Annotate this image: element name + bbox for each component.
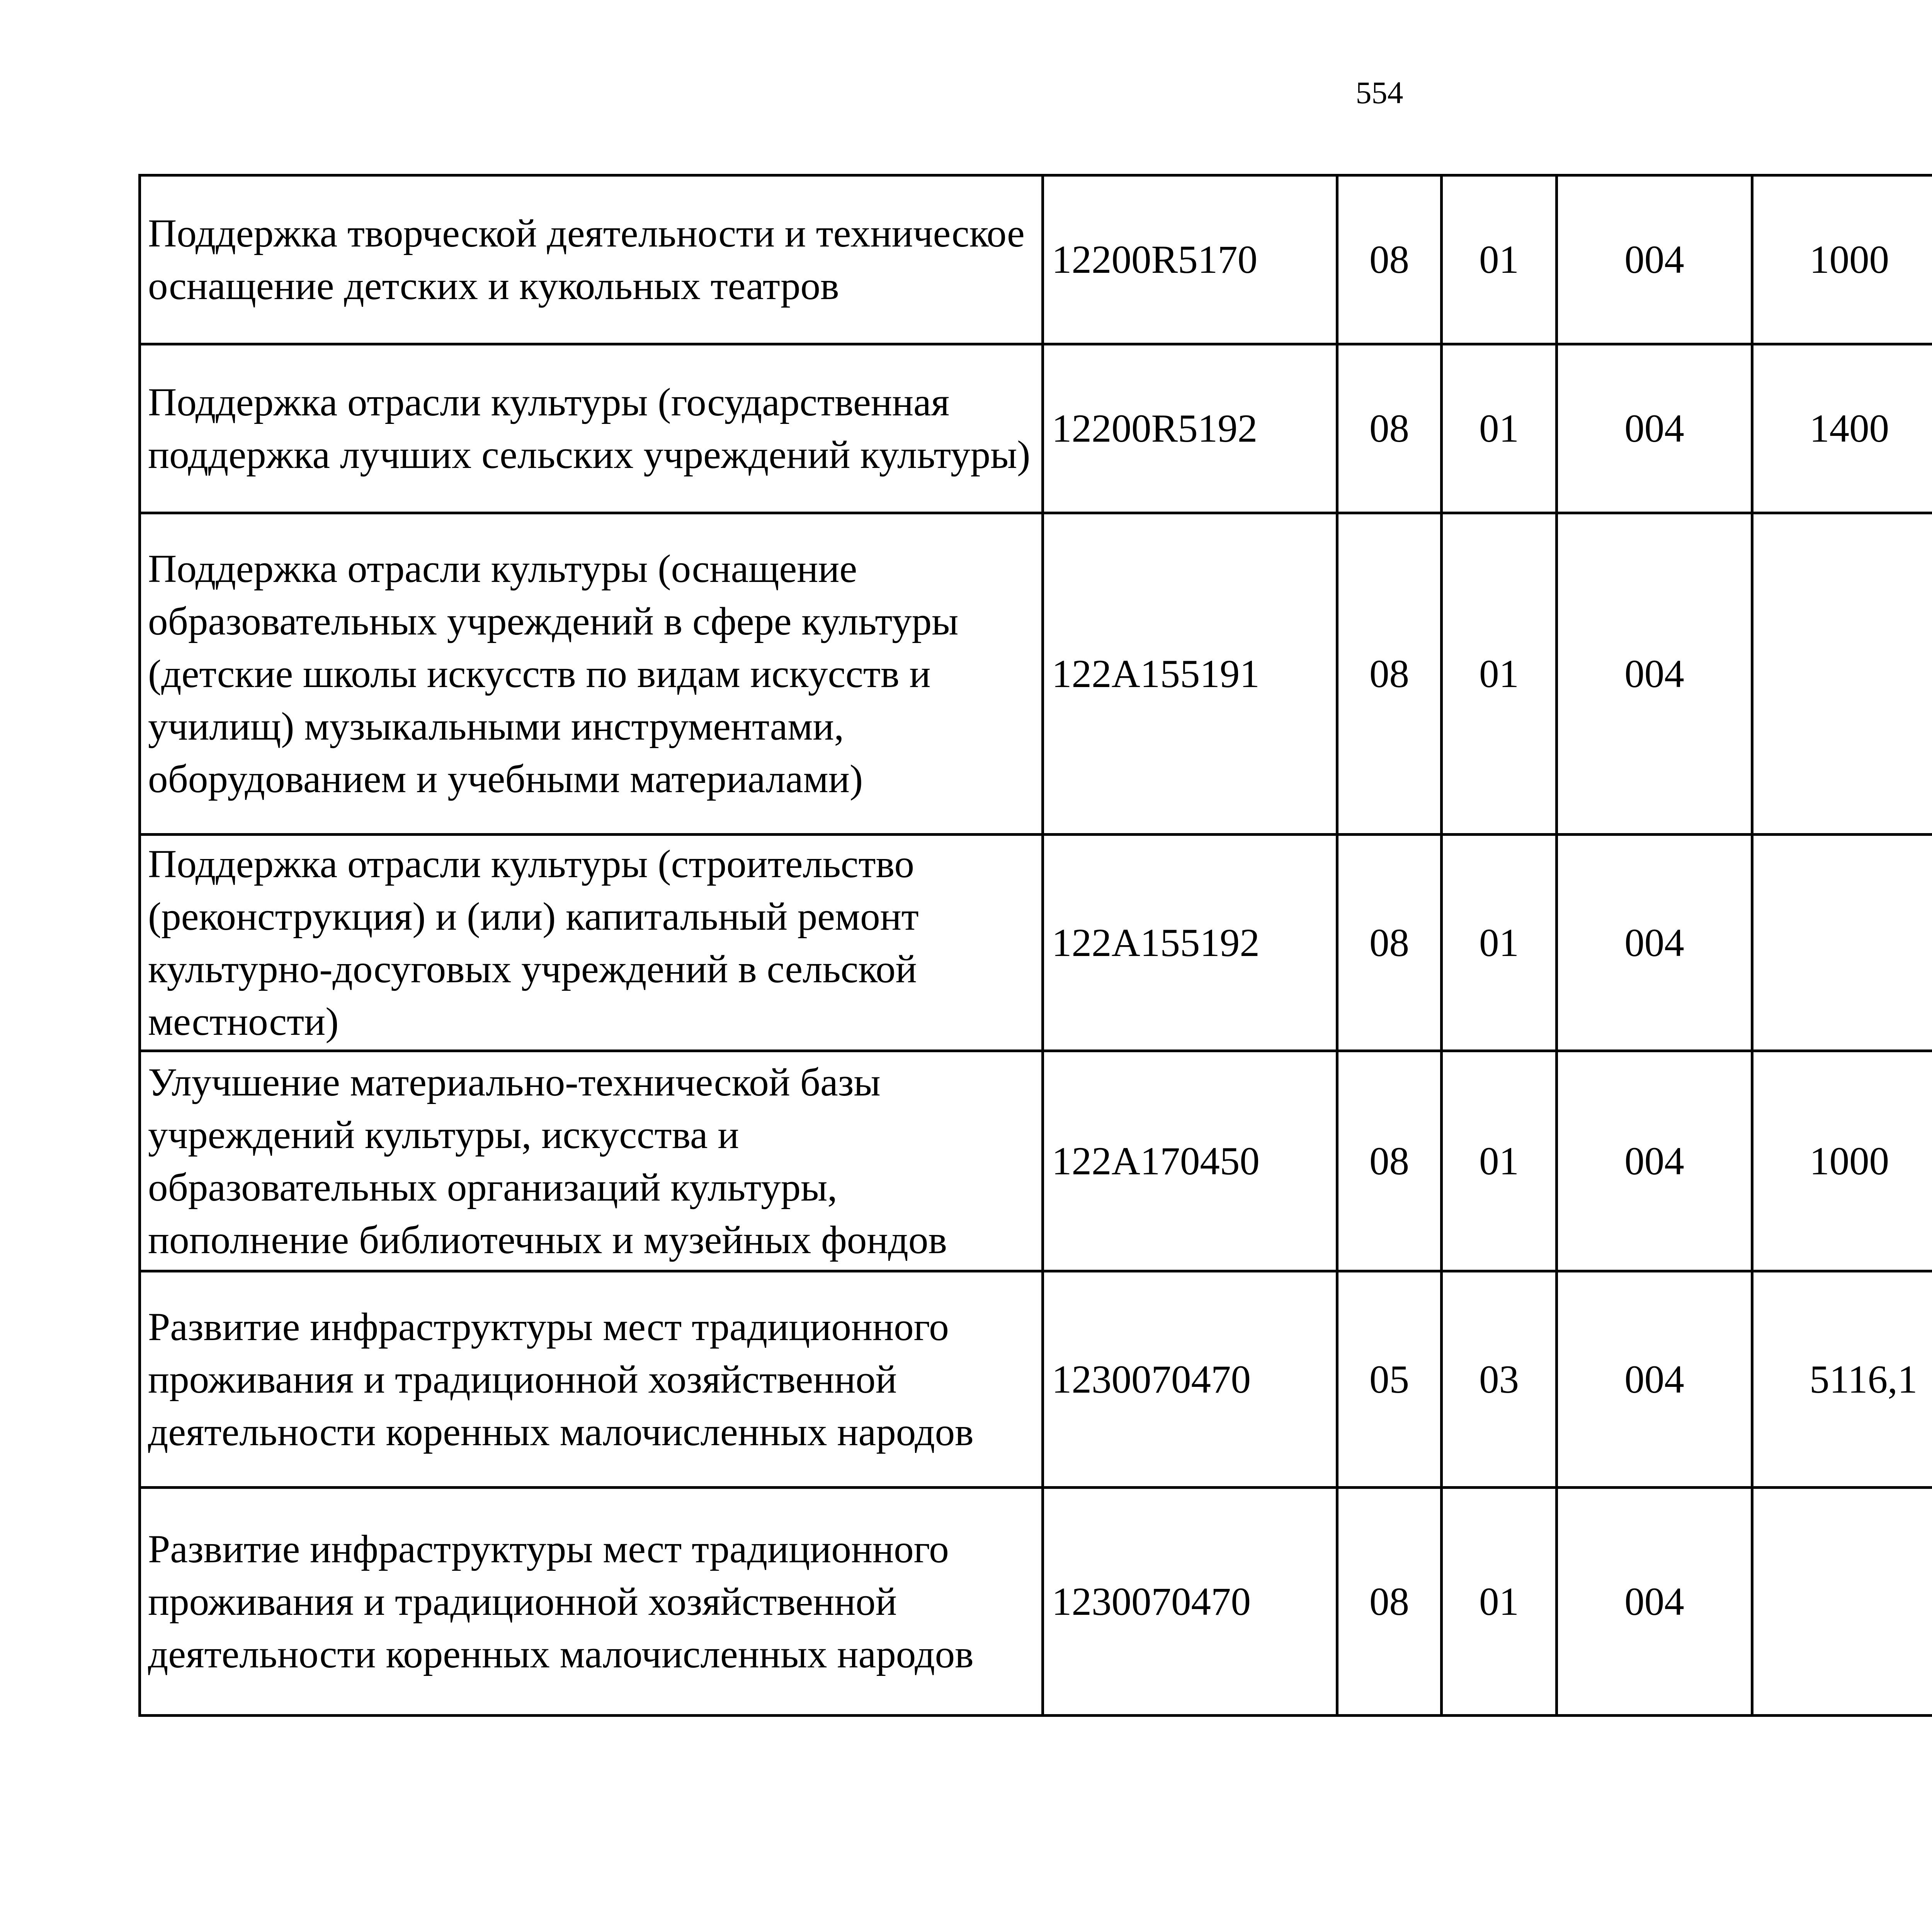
row-subsection: 01: [1442, 835, 1557, 1051]
row-subsection: 01: [1442, 1488, 1557, 1716]
row-code: 122A170450: [1043, 1051, 1337, 1271]
row-code: 122A155191: [1043, 513, 1337, 835]
row-name: Поддержка отрасли культуры (государственная поддержка лучших сельских учреждений культуры): [140, 344, 1043, 513]
row-section: 05: [1337, 1271, 1442, 1488]
row-section: 08: [1337, 1488, 1442, 1716]
row-code: 1230070470: [1043, 1271, 1337, 1488]
row-type: 004: [1557, 1271, 1752, 1488]
row-code: 12200R5192: [1043, 344, 1337, 513]
row-name: Развитие инфраструктуры мест традиционного проживания и традиционной хозяйственной деятельности коренных малочисленных народов: [140, 1488, 1043, 1716]
table-body: [140, 175, 1932, 1716]
table-row: [140, 1051, 1932, 1271]
table-row: [140, 513, 1932, 835]
row-amount-1: 1000: [1752, 175, 1932, 344]
row-amount-1: [1752, 835, 1932, 1051]
row-subsection: 01: [1442, 344, 1557, 513]
row-amount-1: 1400: [1752, 344, 1932, 513]
row-subsection: 01: [1442, 513, 1557, 835]
row-amount-1: 5116,1: [1752, 1271, 1932, 1488]
budget-table: [138, 174, 1932, 1717]
row-section: 08: [1337, 175, 1442, 344]
table-row: [140, 175, 1932, 344]
row-code: 12200R5170: [1043, 175, 1337, 344]
table-row: [140, 344, 1932, 513]
row-name: Поддержка отрасли культуры (оснащение образовательных учреждений в сфере культуры (детские школы искусств по видам искусств и училищ) музыкальными инструментами, оборудованием и учебными материалами): [140, 513, 1043, 835]
row-code: 1230070470: [1043, 1488, 1337, 1716]
row-subsection: 01: [1442, 175, 1557, 344]
row-name: Развитие инфраструктуры мест традиционного проживания и традиционной хозяйственной деятельности коренных малочисленных народов: [140, 1271, 1043, 1488]
row-section: 08: [1337, 513, 1442, 835]
row-section: 08: [1337, 344, 1442, 513]
page-number: 554: [1355, 75, 1403, 110]
row-type: 004: [1557, 175, 1752, 344]
row-amount-1: [1752, 513, 1932, 835]
row-type: 004: [1557, 835, 1752, 1051]
row-type: 004: [1557, 513, 1752, 835]
table-row: [140, 1271, 1932, 1488]
row-name: Поддержка творческой деятельности и техническое оснащение детских и кукольных театров: [140, 175, 1043, 344]
row-amount-1: 1000: [1752, 1051, 1932, 1271]
row-amount-1: [1752, 1488, 1932, 1716]
row-subsection: 01: [1442, 1051, 1557, 1271]
table-row: [140, 835, 1932, 1051]
row-section: 08: [1337, 1051, 1442, 1271]
row-type: 004: [1557, 344, 1752, 513]
row-subsection: 03: [1442, 1271, 1557, 1488]
row-name: Поддержка отрасли культуры (строительство (реконструкция) и (или) капитальный ремонт культурно-досуговых учреждений в сельской местности): [140, 835, 1043, 1051]
table-row: [140, 1488, 1932, 1716]
row-type: 004: [1557, 1488, 1752, 1716]
row-type: 004: [1557, 1051, 1752, 1271]
row-name: Улучшение материально-технической базы учреждений культуры, искусства и образовательных организаций культуры, пополнение библиотечных и музейных фондов: [140, 1051, 1043, 1271]
row-code: 122A155192: [1043, 835, 1337, 1051]
row-section: 08: [1337, 835, 1442, 1051]
